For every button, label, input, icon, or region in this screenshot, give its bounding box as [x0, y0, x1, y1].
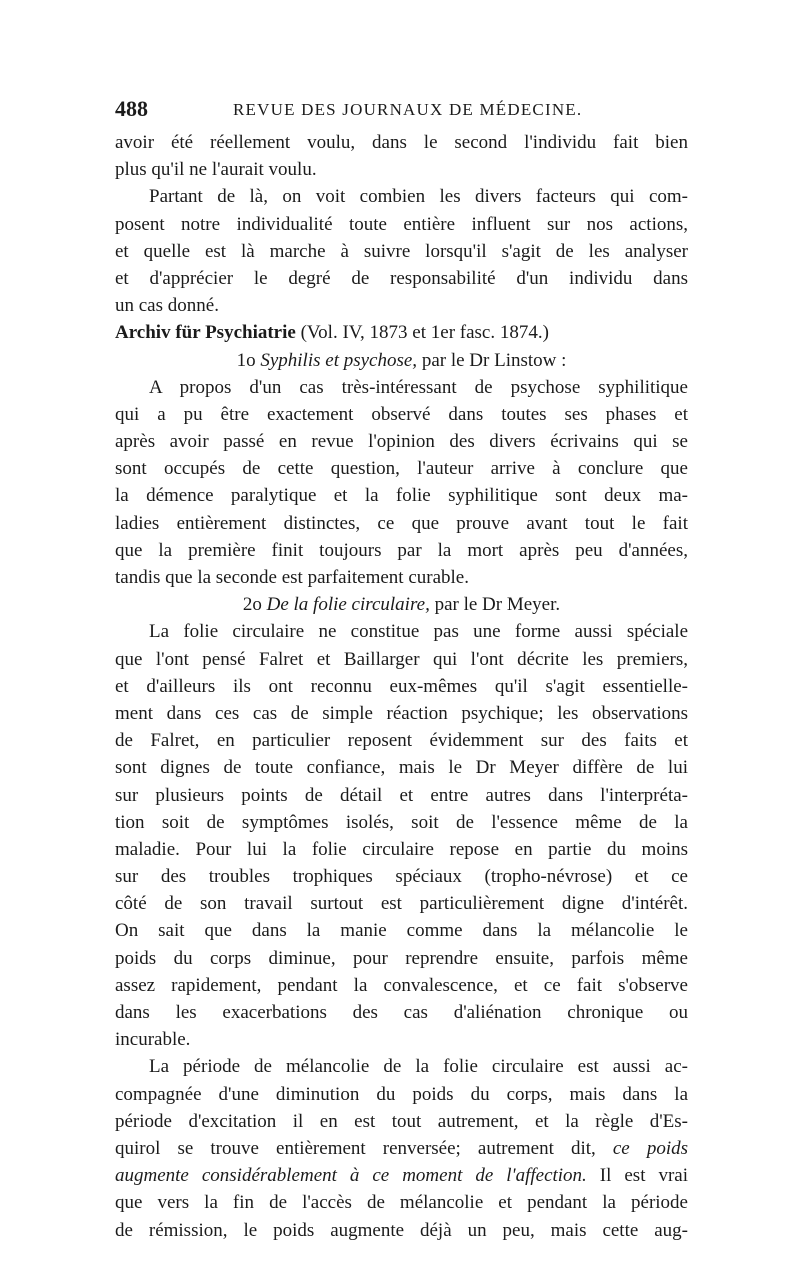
text-line: qui a pu être exactement observé dans toutes ses phases et — [115, 403, 688, 425]
text-line: A propos d'un cas très-intéressant de psychose syphilitique — [149, 376, 688, 398]
text-line: que la première finit toujours par la mort après peu d'années, — [115, 539, 688, 561]
text-line — [115, 1162, 688, 1189]
text-line: On sait que dans la manie comme dans la mélancolie le — [115, 920, 688, 942]
running-head — [115, 96, 685, 124]
article-heading — [115, 591, 688, 618]
text-line: de Falret, en particulier reposent évidemment sur des faits et — [115, 730, 688, 752]
text-line: La folie circulaire ne constitue pas une forme aussi spéciale — [149, 621, 688, 643]
text-line: assez rapidement, pendant la convalescence, et ce fait s'observe — [115, 974, 688, 996]
text-line: que l'ont pensé Falret et Baillarger qui l'ont décrite les premiers, — [115, 648, 688, 670]
text-run: quirol se trouve entièrement renversée; autrement dit, — [115, 1137, 596, 1159]
article-heading — [115, 347, 688, 374]
text-line: période d'excitation il en est tout autrement, et la règle d'Es- — [115, 1110, 688, 1132]
article-author: par le Dr Meyer. — [434, 594, 561, 616]
journal-title: REVUE DES JOURNAUX DE MÉDECINE. — [233, 100, 583, 119]
text-line: sont dignes de toute confiance, mais le Dr Meyer diffère de lui — [115, 757, 688, 779]
text-line: la démence paralytique et la folie syphilitique sont deux ma- — [115, 485, 688, 507]
text-line: ladies entièrement distinctes, ce que prouve avant tout le fait — [115, 512, 688, 534]
body-text — [115, 129, 688, 1244]
text-line: posent notre individualité toute entière influent sur nos actions, — [115, 213, 688, 235]
article-author: par le Dr Linstow : — [421, 349, 567, 371]
text-line: poids du corps diminue, pour reprendre ensuite, parfois même — [115, 947, 688, 969]
text-line: tandis que la seconde est parfaitement curable. — [115, 567, 469, 588]
text-line: incurable. — [115, 1029, 191, 1051]
italic-phrase: augmente considérablement à ce moment de l'affection. — [115, 1165, 587, 1187]
text-line: côté de son travail surtout est particulièrement digne d'intérêt. — [115, 893, 688, 915]
article-number: 1o — [236, 349, 256, 371]
text-line: plus qu'il ne l'aurait voulu. — [115, 159, 317, 181]
journal-details: (Vol. IV, 1873 et 1er fasc. 1874.) — [300, 322, 549, 344]
page-number: 488 — [115, 96, 148, 121]
article-number: 2o — [242, 594, 262, 616]
text-line: et d'apprécier le degré de responsabilité d'un individu dans — [115, 267, 688, 289]
text-line: et quelle est là marche à suivre lorsqu'il s'agit de les analyser — [115, 240, 688, 262]
article-title: De la folie circulaire, — [266, 594, 430, 616]
text-line: maladie. Pour lui la folie circulaire repose en partie du moins — [115, 838, 688, 860]
text-line: sur plusieurs points de détail et entre autres dans l'interpréta- — [115, 784, 688, 806]
journal-name: Archiv für Psychiatrie — [115, 322, 296, 344]
section-heading — [115, 319, 688, 346]
text-line: ment dans ces cas de simple réaction psychique; les observations — [115, 702, 688, 724]
text-line: compagnée d'une diminution du poids du corps, mais dans la — [115, 1083, 688, 1105]
text-line: La période de mélancolie de la folie circulaire est aussi ac- — [149, 1056, 688, 1078]
text-line — [115, 1135, 688, 1162]
text-line: un cas donné. — [115, 295, 219, 317]
article-title: Syphilis et psychose, — [260, 349, 418, 371]
text-line: après avoir passé en revue l'opinion des divers écrivains qui se — [115, 431, 688, 453]
italic-phrase-start: ce poids — [612, 1137, 688, 1159]
text-run: Il est vrai — [599, 1165, 688, 1187]
text-line: de rémission, le poids augmente déjà un peu, mais cette aug- — [115, 1219, 688, 1241]
text-line: que vers la fin de l'accès de mélancolie et pendant la période — [115, 1192, 688, 1214]
text-line: sur des troubles trophiques spéciaux (tropho-névrose) et ce — [115, 866, 688, 888]
text-line: Partant de là, on voit combien les divers facteurs qui com- — [149, 186, 688, 208]
text-line: avoir été réellement voulu, dans le second l'individu fait bien — [115, 132, 688, 153]
text-line: sont occupés de cette question, l'auteur arrive à conclure que — [115, 458, 688, 480]
text-line: tion soit de symptômes isolés, soit de l'essence même de la — [115, 811, 688, 833]
text-line: et d'ailleurs ils ont reconnu eux-mêmes qu'il s'agit essentielle- — [115, 675, 688, 697]
text-line: dans les exacerbations des cas d'aliénation chronique ou — [115, 1002, 688, 1023]
